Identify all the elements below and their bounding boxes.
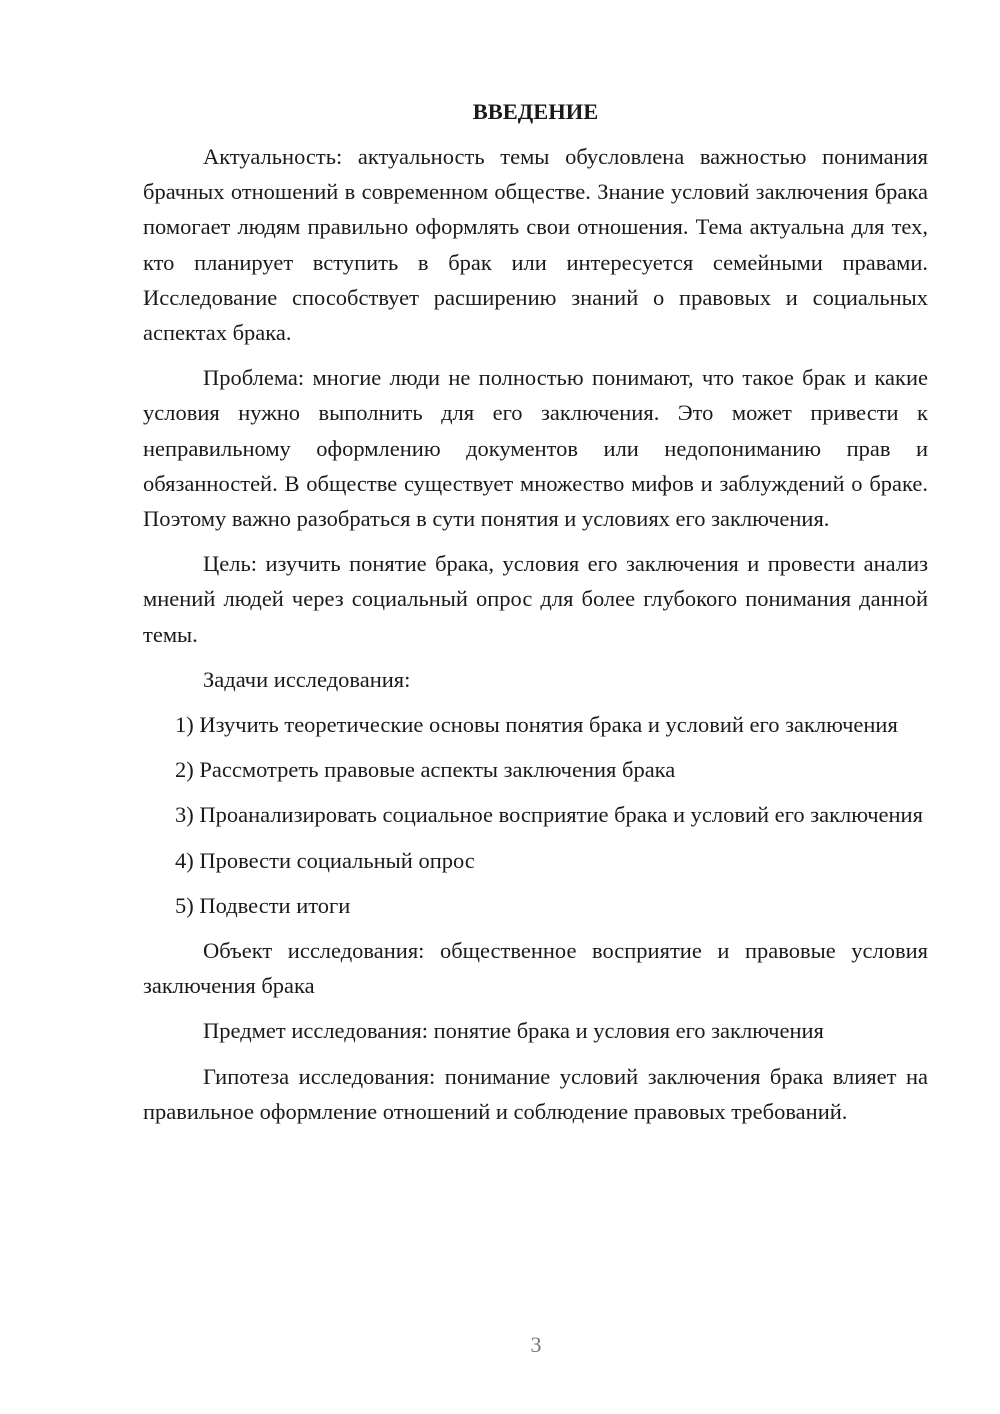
goal-paragraph: Цель: изучить понятие брака, условия его заключения и провести анализ мнений людей через социальный опрос для более глубокого понимания данной темы. <box>143 551 928 647</box>
tasks-title: Задачи исследования: <box>203 666 411 692</box>
problem-paragraph: Проблема: многие люди не полностью понимают, что такое брак и какие условия нужно выполнить для его заключения. Это может привести к неправильному оформлению документов или недопониманию прав и обязанностей. В обществе существует множество мифов и заблуждений о браке. Поэтому важно разобраться в сути понятия и условиях его заключения. <box>143 365 928 532</box>
task-item-2: 2) Рассмотреть правовые аспекты заключения брака <box>175 757 676 783</box>
page-title: ВВЕДЕНИЕ <box>472 99 599 124</box>
relevance-paragraph: Актуальность: актуальность темы обусловлена важностью понимания брачных отношений в современном обществе. Знание условий заключения брака помогает людям правильно оформлять свои отношения. Тема актуальна для тех, кто планирует вступить в брак или интересуется семейными правами. Исследование способствует расширению знаний о правовых и социальных аспектах брака. <box>143 144 928 346</box>
hypothesis-paragraph: Гипотеза исследования: понимание условий заключения брака влияет на правильное оформление отношений и соблюдение правовых требований. <box>143 1063 928 1124</box>
task-item-5: 5) Подвести итоги <box>175 892 351 918</box>
page-content <box>143 94 928 1139</box>
page-number: 3 <box>530 1332 542 1357</box>
task-item-1: 1) Изучить теоретические основы понятия брака и условий его заключения <box>175 712 898 738</box>
task-item-4: 4) Провести социальный опрос <box>175 847 475 873</box>
subject-paragraph: Предмет исследования: понятие брака и условия его заключения <box>203 1018 824 1044</box>
task-item-3: 3) Проанализировать социальное восприятие брака и условий его заключения <box>175 802 923 828</box>
object-paragraph: Объект исследования: общественное восприятие и правовые условия заключения брака <box>143 938 928 999</box>
